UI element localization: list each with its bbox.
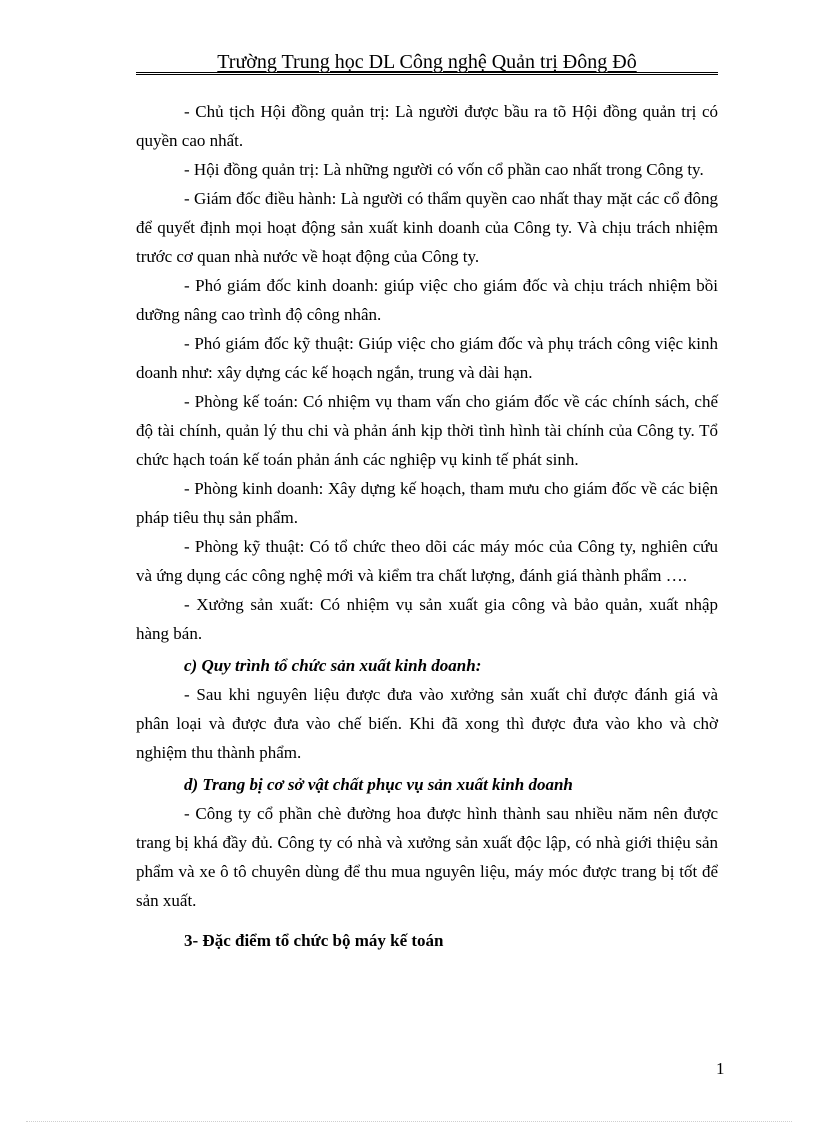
section-d-body: - Công ty cổ phần chè đường hoa được hình thành sau nhiều năm nên được trang bị khá đầy đủ. Công ty có nhà và xưởng sản xuất độc lập, có nhà giới thiệu sản phẩm và xe ô tô chuyên dùng để thu mua nguyên liệu, máy móc được trang bị tốt để sản xuất. bbox=[136, 804, 718, 910]
paragraph-ceo: - Giám đốc điều hành: Là người có thẩm quyền cao nhất thay mặt các cổ đông để quyết định mọi hoạt động sản xuất kinh doanh của Công ty. Và chịu trách nhiệm trước cơ quan nhà nước về hoạt động của Công ty. bbox=[136, 189, 718, 266]
header-rule bbox=[136, 72, 718, 75]
paragraph-board: - Hội đồng quản trị: Là những người có vốn cổ phần cao nhất trong Công ty. bbox=[184, 160, 704, 179]
paragraph-deputy-technical: - Phó giám đốc kỹ thuật: Giúp việc cho giám đốc và phụ trách công việc kinh doanh như: xây dựng các kế hoạch ngắn, trung và dài hạn. bbox=[136, 334, 718, 382]
paragraph-accounting-dept: - Phòng kế toán: Có nhiệm vụ tham vấn cho giám đốc về các chính sách, chế độ tài chính, quản lý thu chi và phản ánh kịp thời tình hình tài chính của Công ty. Tổ chức hạch toán kế toán phản ánh các nghiệp vụ kinh tế phát sinh. bbox=[136, 392, 718, 469]
section-3-heading: 3- Đặc điểm tổ chức bộ máy kế toán bbox=[184, 931, 444, 950]
section-c-body: - Sau khi nguyên liệu được đưa vào xưởng sản xuất chỉ được đánh giá và phân loại và được đưa vào chế biến. Khi đã xong thì được đưa vào kho và chờ nghiệm thu thành phẩm. bbox=[136, 685, 718, 762]
paragraph-technical-dept: - Phòng kỹ thuật: Có tổ chức theo dõi các máy móc của Công ty, nghiên cứu và ứng dụng các công nghệ mới và kiểm tra chất lượng, đánh giá thành phẩm …. bbox=[136, 537, 718, 585]
page-header-title: Trường Trung học DL Công nghệ Quản trị Đông Đô bbox=[217, 51, 637, 73]
section-c-heading: c) Quy trình tổ chức sản xuất kinh doanh: bbox=[184, 656, 482, 675]
paragraph-workshop: - Xưởng sản xuất: Có nhiệm vụ sản xuất gia công và bảo quản, xuất nhập hàng bán. bbox=[136, 595, 718, 643]
paragraph-deputy-business: - Phó giám đốc kinh doanh: giúp việc cho giám đốc và chịu trách nhiệm bồi dưỡng nâng cao trình độ công nhân. bbox=[136, 276, 718, 324]
footer-rule bbox=[26, 1121, 792, 1122]
page-number: 1 bbox=[716, 1059, 725, 1078]
section-d-heading: d) Trang bị cơ sở vật chất phục vụ sản xuất kinh doanh bbox=[184, 775, 573, 794]
paragraph-business-dept: - Phòng kinh doanh: Xây dựng kế hoạch, tham mưu cho giám đốc về các biện pháp tiêu thụ sản phẩm. bbox=[136, 479, 718, 527]
document-body bbox=[136, 97, 718, 955]
paragraph-chairman: - Chủ tịch Hội đồng quản trị: Là người được bầu ra tõ Hội đồng quản trị có quyền cao nhất. bbox=[136, 102, 718, 150]
